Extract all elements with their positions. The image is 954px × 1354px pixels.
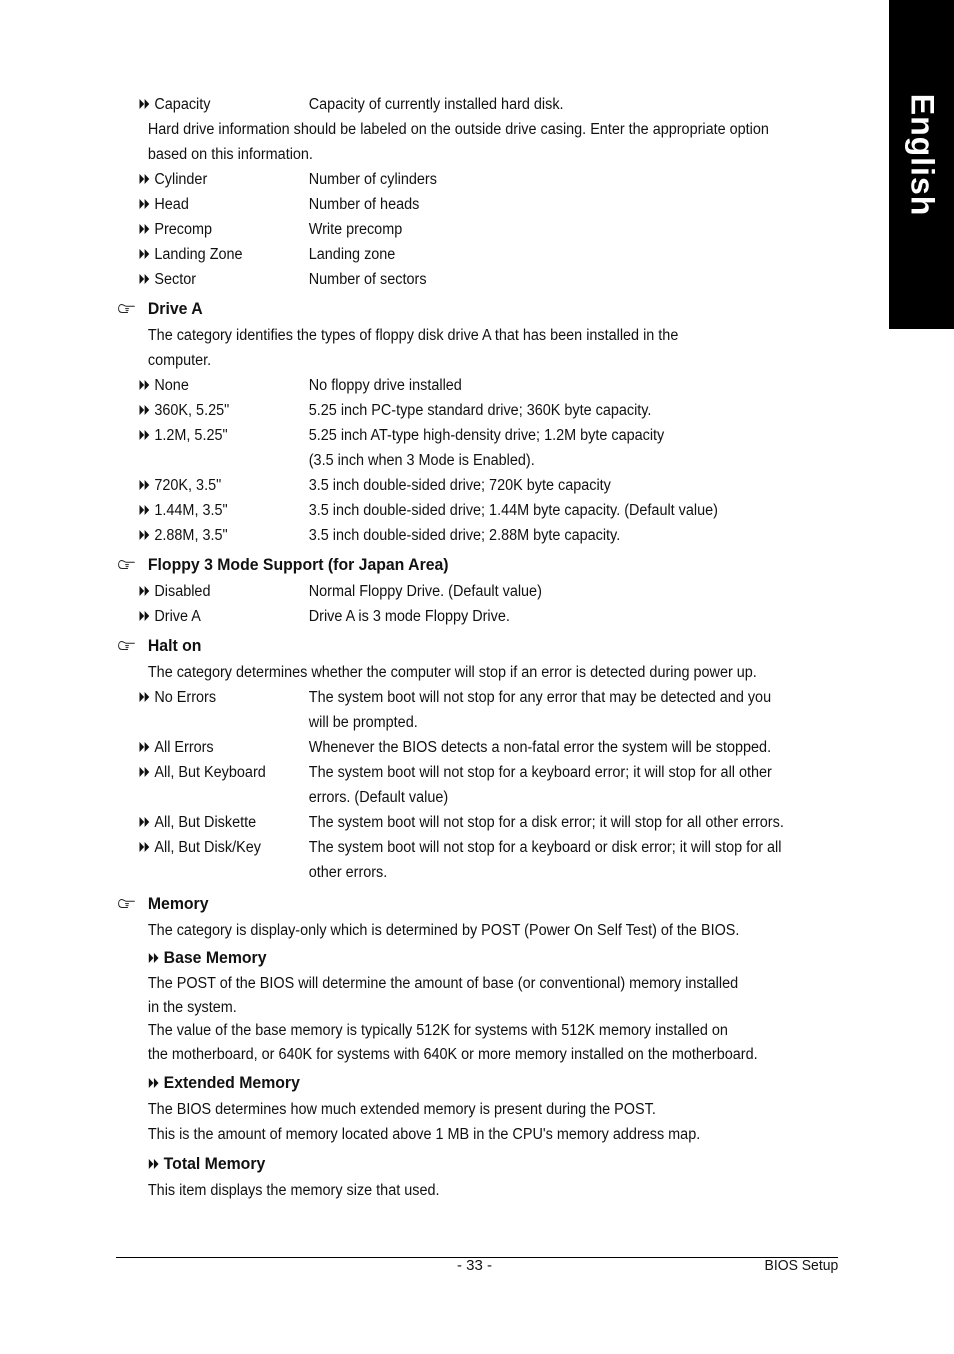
double-arrow-icon [139,224,151,234]
pointing-hand-icon [117,554,136,568]
option-row [0,423,818,473]
option-term: All, But Disk/Key [154,839,261,856]
subsection-title: Base Memory [163,948,267,967]
option-desc: 3.5 inch double-sided drive; 1.44M byte capacity. (Default value) [308,502,718,519]
section-desc-line: computer. [147,352,212,369]
option-term: None [154,377,189,394]
hdd-note-line: Hard drive information should be labeled on the outside drive casing. Enter the appropriate option [147,121,769,138]
subsection-heading-extended-memory [0,1070,818,1097]
option-desc: Whenever the BIOS detects a non-fatal error the system will be stopped. [308,739,772,756]
subsection-line: The value of the base memory is typically 512K for systems with 512K memory installed on [147,1022,728,1039]
option-row [0,604,818,629]
option-term: Sector [154,271,197,288]
option-desc: Capacity of currently installed hard disk. [308,96,564,113]
double-arrow-icon [139,692,151,702]
section-heading-drive-a [0,296,818,323]
option-term: Drive A [154,608,201,625]
language-tab [889,0,954,329]
double-arrow-icon [139,611,151,621]
option-term: Cylinder [154,171,208,188]
double-arrow-icon [139,480,151,490]
section-title: Drive A [147,299,203,318]
page-content [0,92,818,1203]
option-desc: Number of cylinders [308,171,437,188]
double-arrow-icon [148,953,160,963]
option-row [0,398,818,423]
option-row [0,835,818,885]
option-row [0,579,818,604]
section-heading-halt-on [0,633,818,660]
option-desc: The system boot will not stop for any error that may be detected and you [308,689,772,706]
option-desc: Landing zone [308,246,396,263]
subsection-line: This item displays the memory size that used. [147,1182,440,1199]
option-row [0,217,818,242]
option-term: Precomp [154,221,213,238]
section-desc-line: The category identifies the types of floppy disk drive A that has been installed in the [147,327,679,344]
subsection-heading-total-memory [0,1151,818,1178]
option-row [0,810,818,835]
subsection-line: in the system. [147,998,237,1016]
option-desc-cont: (3.5 inch when 3 Mode is Enabled). [308,452,535,469]
option-term: Disabled [154,583,211,600]
option-term: Landing Zone [154,246,243,263]
double-arrow-icon [139,405,151,415]
double-arrow-icon [139,249,151,259]
option-desc: Write precomp [308,221,403,238]
option-row [0,167,818,192]
option-row [0,192,818,217]
section-desc-line: The category determines whether the computer will stop if an error is detected during power up. [147,664,757,681]
section-desc-line: The category is display-only which is determined by POST (Power On Self Test) of the BIOS. [147,922,740,939]
double-arrow-icon [148,1159,160,1169]
option-desc: Drive A is 3 mode Floppy Drive. [308,608,510,625]
option-term: 720K, 3.5" [154,477,222,494]
option-desc: Number of sectors [308,271,427,288]
hdd-note-line: based on this information. [147,146,313,163]
double-arrow-icon [148,1078,160,1088]
option-term: No Errors [154,689,217,706]
section-heading-memory [0,891,818,918]
option-desc: No floppy drive installed [308,377,462,394]
option-row [0,760,818,810]
option-row [0,735,818,760]
double-arrow-icon [139,430,151,440]
pointing-hand-icon [117,298,136,312]
option-term: All, But Diskette [154,814,257,831]
double-arrow-icon [139,767,151,777]
option-row [0,523,818,548]
subsection-line: The POST of the BIOS will determine the amount of base (or conventional) memory installed [147,975,739,992]
language-tab-label: English [904,93,940,217]
option-desc: 5.25 inch PC-type standard drive; 360K byte capacity. [308,402,652,419]
option-row [0,685,818,735]
section-title: Halt on [147,636,202,655]
double-arrow-icon [139,174,151,184]
option-desc: 5.25 inch AT-type high-density drive; 1.2M byte capacity [308,427,665,444]
double-arrow-icon [139,530,151,540]
double-arrow-icon [139,586,151,596]
double-arrow-icon [139,274,151,284]
option-desc-cont: errors. (Default value) [308,789,449,806]
double-arrow-icon [139,99,151,109]
double-arrow-icon [139,742,151,752]
footer-section-label: BIOS Setup [764,1257,838,1274]
double-arrow-icon [139,505,151,515]
option-desc: Number of heads [308,196,420,213]
double-arrow-icon [139,380,151,390]
section-heading-floppy3 [0,552,818,579]
option-desc: The system boot will not stop for a keyboard error; it will stop for all other [308,764,772,781]
option-desc: 3.5 inch double-sided drive; 2.88M byte capacity. [308,527,621,544]
option-term: 1.44M, 3.5" [154,502,228,519]
option-desc: Normal Floppy Drive. (Default value) [308,583,542,600]
section-title: Floppy 3 Mode Support (for Japan Area) [147,555,449,574]
pointing-hand-icon [117,893,136,907]
option-term: Head [154,196,189,213]
double-arrow-icon [139,842,151,852]
section-title: Memory [147,894,209,913]
option-row [0,373,818,398]
option-term: Capacity [154,96,211,113]
double-arrow-icon [139,199,151,209]
page-number: - 33 - [457,1257,493,1274]
option-row [0,498,818,523]
subsection-title: Extended Memory [163,1073,300,1092]
option-desc-cont: will be prompted. [308,714,418,731]
option-desc: 3.5 inch double-sided drive; 720K byte capacity [308,477,611,494]
option-desc: The system boot will not stop for a keyboard or disk error; it will stop for all [308,839,782,856]
option-term: 360K, 5.25" [154,402,230,419]
option-term: All, But Keyboard [154,764,266,781]
option-term: 2.88M, 3.5" [154,527,228,544]
subsection-line: This is the amount of memory located above 1 MB in the CPU's memory address map. [147,1126,701,1143]
option-term: All Errors [154,739,214,756]
option-desc-cont: other errors. [308,864,388,881]
subsection-line: The BIOS determines how much extended memory is present during the POST. [147,1101,656,1118]
option-row [0,242,818,267]
option-row-capacity [0,92,818,117]
subsection-title: Total Memory [163,1154,266,1173]
subsection-heading-base-memory [0,945,818,972]
option-row [0,473,818,498]
pointing-hand-icon [117,635,136,649]
subsection-line: the motherboard, or 640K for systems with 640K or more memory installed on the motherboard. [147,1045,758,1063]
double-arrow-icon [139,817,151,827]
option-term: 1.2M, 5.25" [154,427,228,444]
option-desc: The system boot will not stop for a disk error; it will stop for all other errors. [308,814,784,831]
option-row [0,267,818,292]
